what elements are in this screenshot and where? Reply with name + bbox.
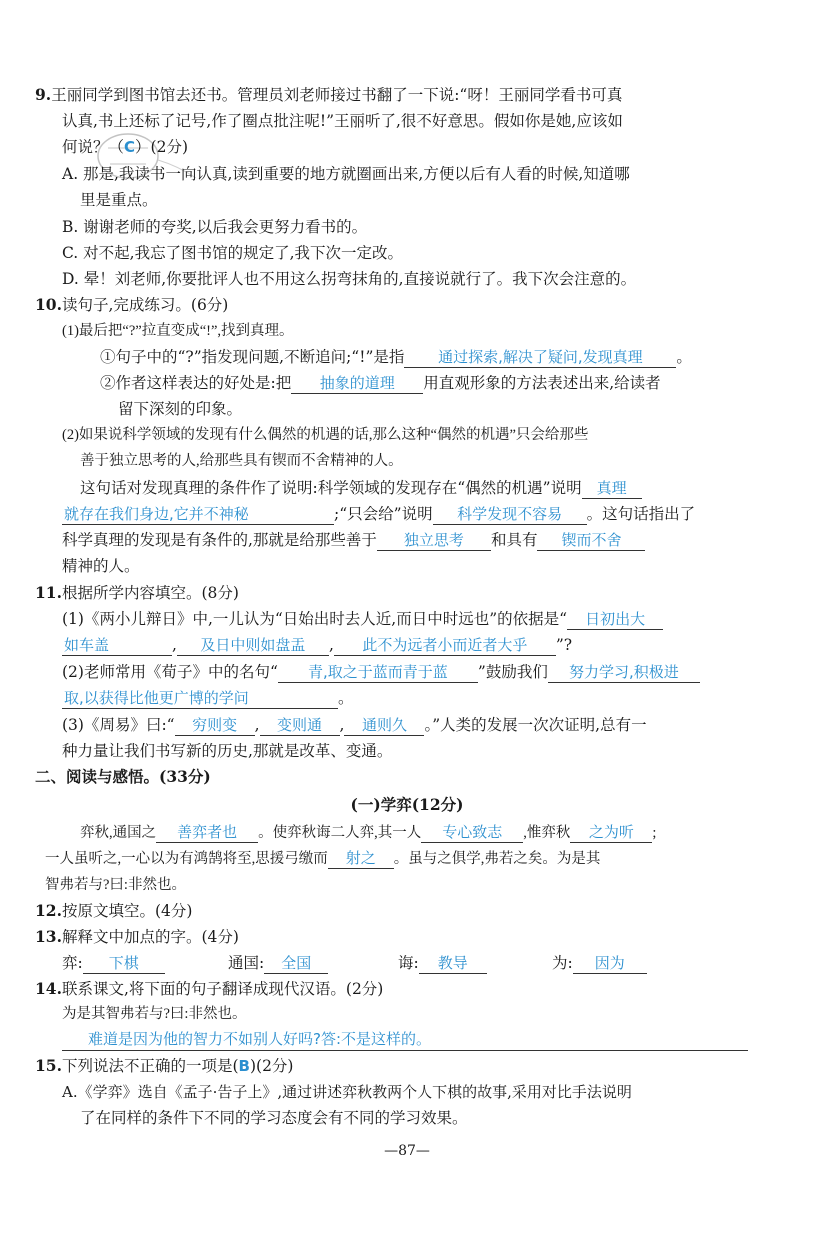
q11-1-line2: 如车盖 , 及日中则如盘盂 , 此不为远者小而近者大乎 ”? — [64, 636, 573, 654]
q9-answer: C — [124, 138, 136, 156]
q10-2-line3: 这句话对发现真理的条件作了说明:科学领域的发现存在“偶然的机遇”说明 真理 — [80, 477, 642, 499]
q13-item-1: 弈: 下棋 — [62, 952, 165, 974]
q10-2-line5: 科学真理的发现是有条件的,那就是给那些善于 独立思考 和具有 锲而不舍 — [62, 529, 645, 551]
q10-sentence-2-line2: 善于独立思考的人,给那些具有锲而不舍精神的人。 — [80, 453, 403, 469]
q14-answer: 难道是因为他的智力不如别人好吗?答:不是这样的。 — [88, 1030, 432, 1048]
q10-1b-answer: 抽象的道理 — [291, 373, 423, 394]
q15-option-a: A.《学弈》选自《孟子·告子上》,通过讲述弈秋教两个人下棋的故事,采用对比手法说明 — [62, 1083, 632, 1101]
q11-2-answer-2b: 取,以获得比他更广博的学问 — [62, 688, 338, 709]
q9-option-c: C. 对不起,我忘了图书馆的规定了,我下次一定改。 — [62, 244, 404, 262]
q11-3-line2: 种力量让我们书写新的历史,那就是改革、变通。 — [62, 742, 393, 760]
q15-answer: B — [238, 1057, 250, 1075]
q11-2-line1: (2)老师常用《荀子》中的名句“ 青,取之于蓝而青于蓝 ”鼓励我们 努力学习,积极进 — [62, 661, 700, 683]
q13: 13.解释文中加点的字。(4分) — [35, 927, 239, 946]
q10-2-answer-4: 锲而不舍 — [537, 530, 645, 551]
passage-answer-4: 射之 — [328, 848, 394, 869]
q10-2-answer-1a: 真理 — [582, 478, 642, 499]
q11-1-answer-1b: 如车盖 — [62, 635, 172, 656]
q11-1-answer-2: 及日中则如盘盂 — [177, 635, 329, 656]
q10-2-answer-3: 独立思考 — [377, 530, 491, 551]
q11-2-answer-1: 青,取之于蓝而青于蓝 — [278, 662, 478, 683]
passage-line3: 智弗若与?曰:非然也。 — [45, 877, 186, 893]
q13-item-4: 为: 因为 — [552, 952, 647, 974]
q15-option-a-cont: 了在同样的条件下不同的学习态度会有不同的学习效果。 — [80, 1109, 468, 1127]
passage-answer-2: 专心致志 — [421, 822, 523, 843]
q10-sentence-1: (1)最后把“?”拉直变成“!”,找到真理。 — [62, 323, 294, 339]
section-2-title: 二、阅读与感悟。(33分) — [35, 767, 211, 786]
q10-1b: ②作者这样表达的好处是:把 抽象的道理 用直观形象的方法表述出来,给读者 — [100, 374, 661, 392]
q14-sentence: 为是其智弗若与?曰:非然也。 — [62, 1006, 247, 1022]
q11-1-answer-1a: 日初出大 — [567, 609, 663, 630]
q10-1a: ①句子中的“?”指发现问题,不断追问;“!”是指 通过探索,解决了疑问,发现真理 。 — [100, 348, 692, 366]
q12: 12.按原文填空。(4分) — [35, 901, 193, 920]
q9-option-b: B. 谢谢老师的夸奖,以后我会更努力看书的。 — [62, 218, 368, 236]
passage-line2: 一人虽听之,一心以为有鸿鹄将至,思援弓缴而 射之 。虽与之俱学,弗若之矣。为是其 — [45, 849, 601, 867]
q11-2-answer-2a: 努力学习,积极进 — [548, 662, 700, 683]
q9-option-a-cont: 里是重点。 — [80, 191, 158, 209]
q10-2-line6: 精神的人。 — [62, 557, 140, 575]
q10-2-answer-2: 科学发现不容易 — [433, 504, 587, 525]
q11-1-answer-3: 此不为远者小而近者大乎 — [334, 635, 556, 656]
q10-sentence-2-line1: (2)如果说科学领域的发现有什么偶然的机遇的话,那么这种“偶然的机遇”只会给那些 — [62, 427, 589, 443]
q10-1a-answer: 通过探索,解决了疑问,发现真理 — [404, 347, 676, 368]
q10-1b-cont: 留下深刻的印象。 — [118, 400, 243, 418]
q13-answer-3: 教导 — [419, 953, 487, 974]
q10-title: 10.读句子,完成练习。(6分) — [35, 295, 229, 314]
passage-answer-1: 善弈者也 — [156, 822, 258, 843]
q13-answer-1: 下棋 — [83, 953, 165, 974]
q11-3-answer-1: 穷则变 — [175, 715, 255, 736]
q11-title: 11.根据所学内容填空。(8分) — [35, 583, 239, 602]
q9-option-d: D. 晕！刘老师,你要批评人也不用这么拐弯抹角的,直接说就行了。我下次会注意的。 — [62, 270, 637, 288]
q14-answer-line — [62, 1050, 748, 1051]
q13-answer-2: 全国 — [264, 953, 328, 974]
q9-line1 — [35, 84, 622, 106]
q14: 14.联系课文,将下面的句子翻译成现代汉语。(2分) — [35, 979, 384, 998]
q9-number: 9. — [35, 85, 52, 104]
q13-item-2: 通国: 全国 — [228, 952, 328, 974]
q13-item-3: 诲: 教导 — [398, 952, 487, 974]
q10-2-answer-1b: 就存在我们身边,它并不神秘 — [62, 504, 334, 525]
q11-2-line2: 取,以获得比他更广博的学问 。 — [64, 689, 354, 707]
passage-title: (一)学弈(12分) — [350, 795, 464, 814]
q9-option-a: A. 那是,我读书一向认真,读到重要的地方就圈画出来,方便以后有人看的时候,知道哪 — [62, 165, 630, 183]
q11-3-answer-3: 通则久 — [344, 715, 424, 736]
q9-line3: 何说？（C）(2分) — [62, 138, 188, 156]
q10-2-line4: 就存在我们身边,它并不神秘 ;“只会给”说明 科学发现不容易 。这句话指出了 — [64, 505, 696, 523]
q9-text: 王丽同学到图书馆去还书。管理员刘老师接过书翻了一下说:“呀！王丽同学看书可真 — [51, 86, 623, 104]
q11-3-answer-2: 变则通 — [260, 715, 340, 736]
passage-answer-3: 之为听 — [570, 822, 652, 843]
q15: 15.下列说法不正确的一项是(B)(2分) — [35, 1056, 294, 1075]
q11-3-line1: (3)《周易》曰:“ 穷则变 , 变则通 , 通则久 。”人类的发展一次次证明,总有一 — [62, 716, 647, 734]
q13-answer-4: 因为 — [573, 953, 647, 974]
page-number: —87— — [384, 1143, 430, 1159]
q9-line2: 认真,书上还标了记号,作了圈点批注呢!”王丽听了,很不好意思。假如你是她,应该如 — [62, 112, 623, 130]
q11-1-line1: (1)《两小儿辩日》中,一儿认为“日始出时去人近,而日中时远也”的依据是“ 日初出大 — [62, 608, 663, 630]
passage-line1: 弈秋,通国之 善弈者也 。使弈秋诲二人弈,其一人 专心致志 ,惟弈秋 之为听 ; — [80, 823, 657, 841]
